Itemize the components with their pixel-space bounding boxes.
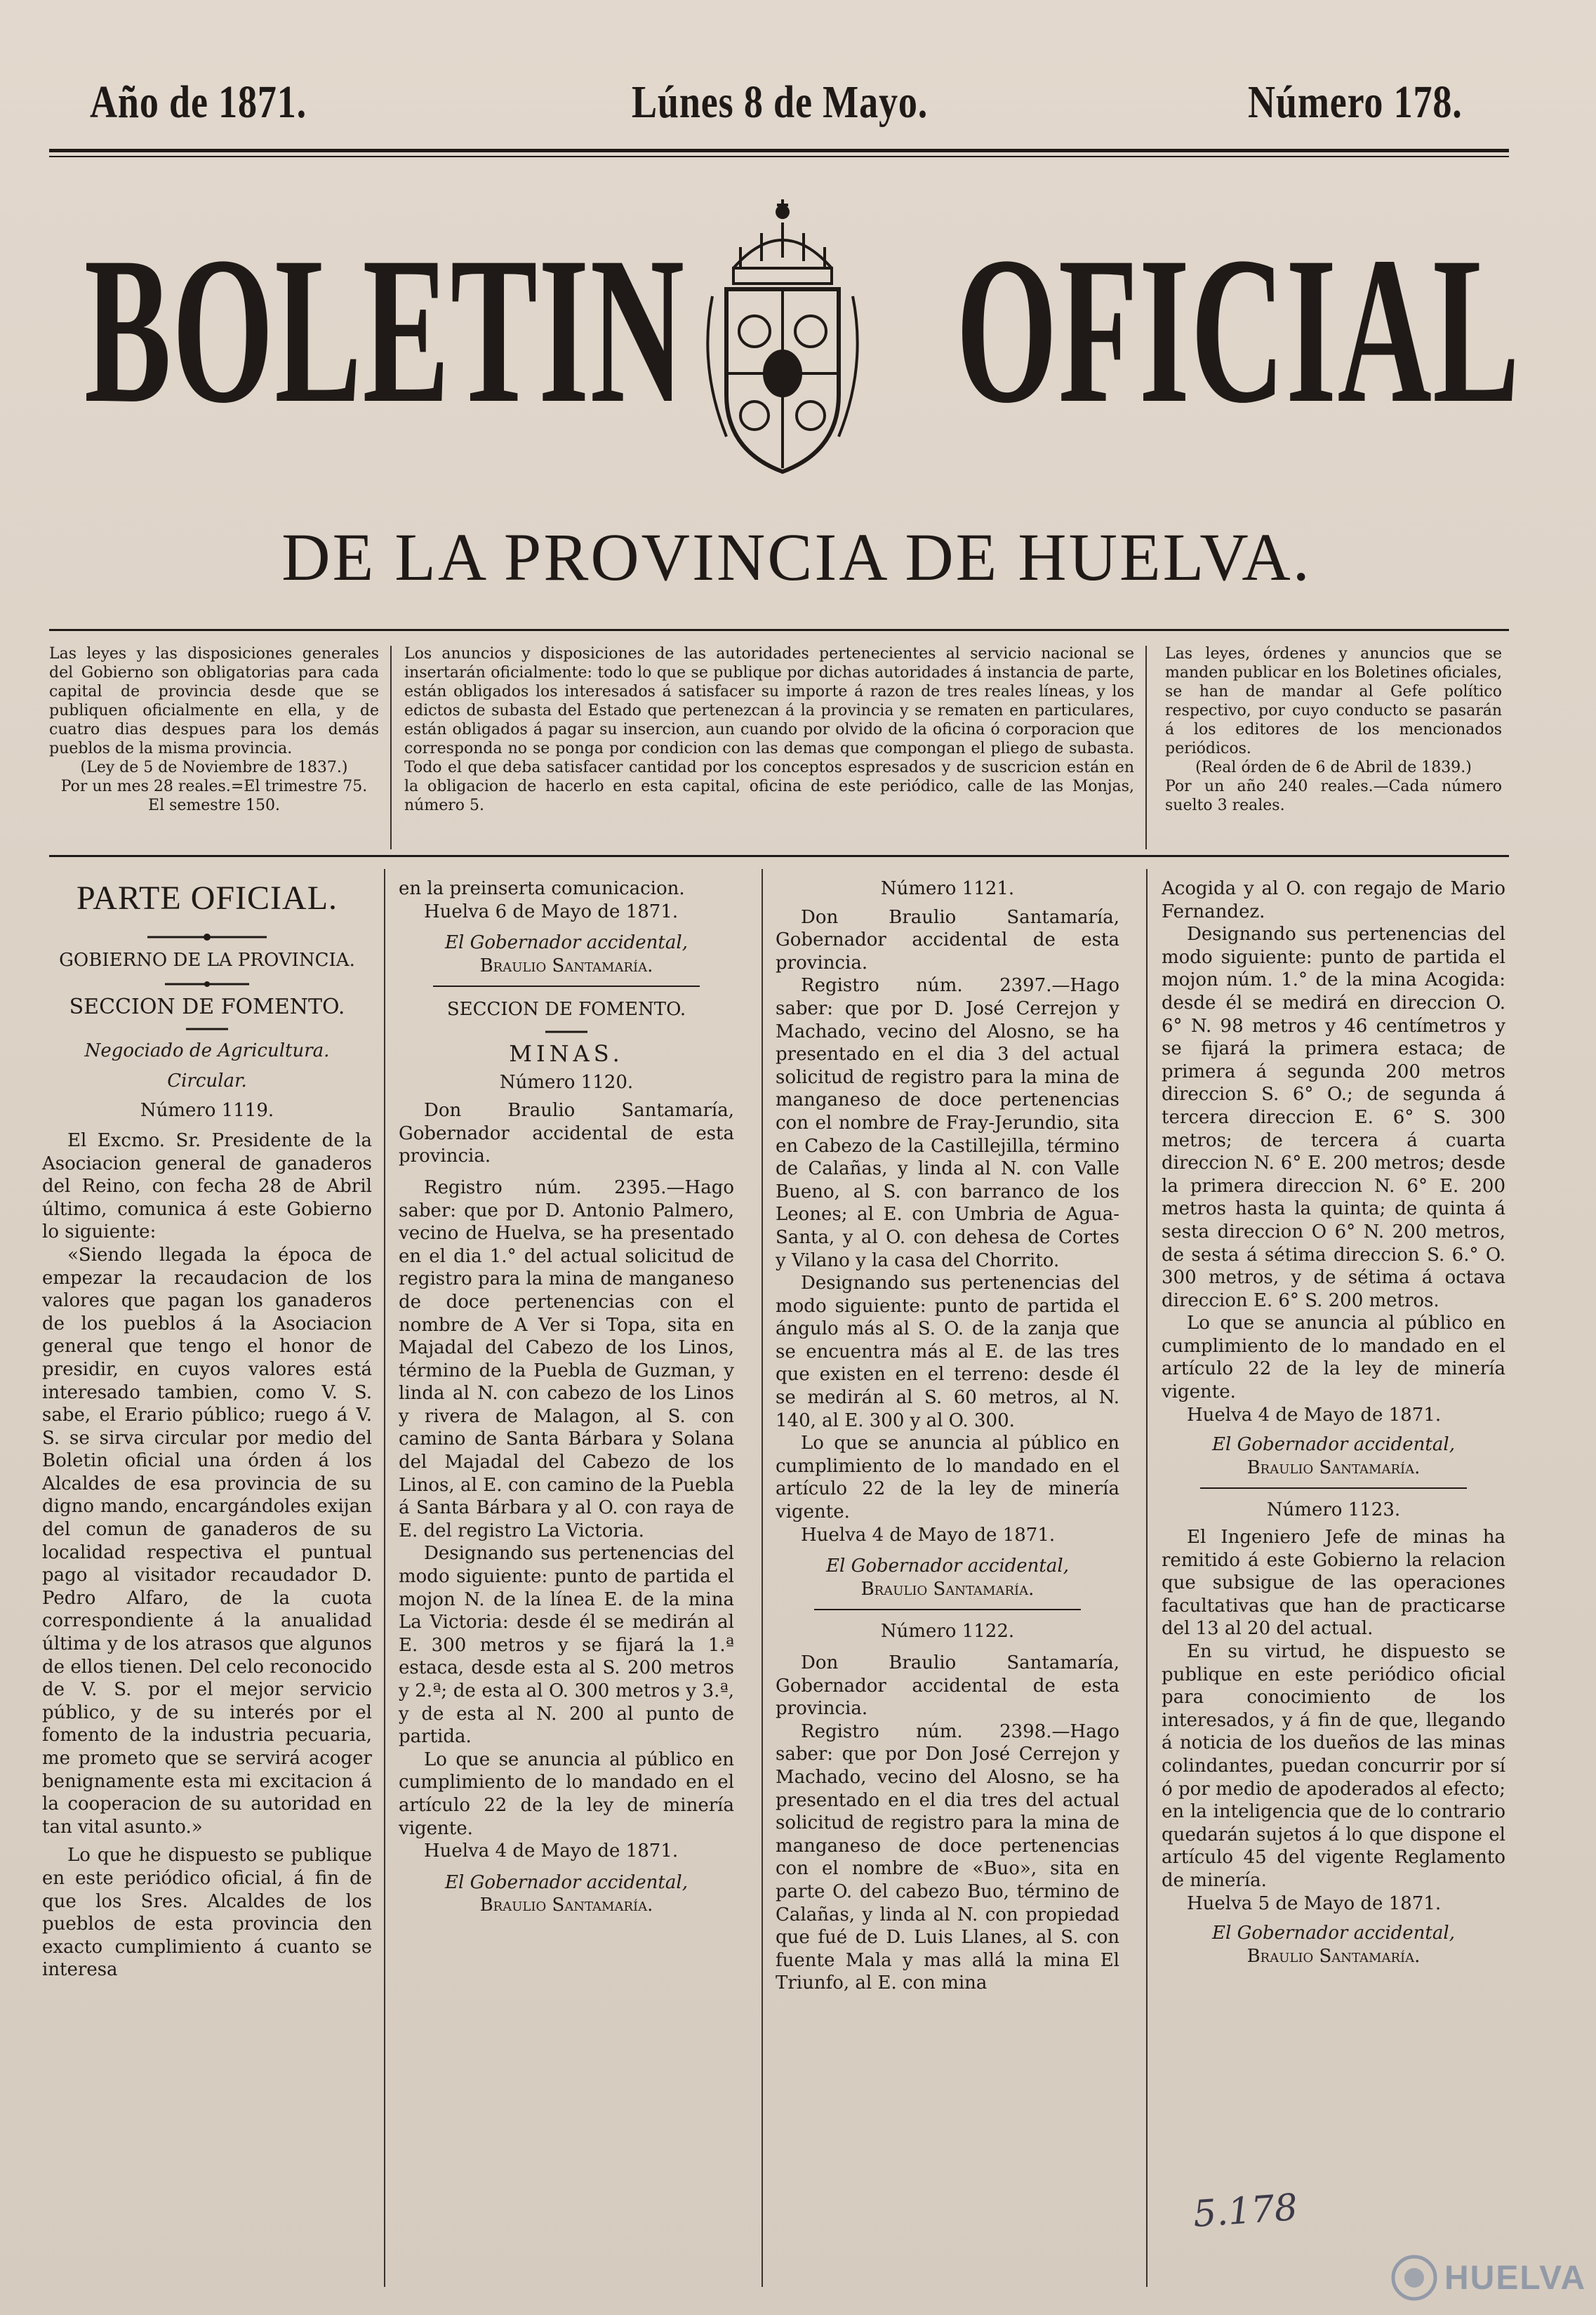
archive-stamp: HUELVA: [1444, 2260, 1587, 2297]
signature-name: Braulio Santamaría.: [1246, 1457, 1421, 1478]
header-rule: [49, 149, 1509, 152]
notice-left-text: Las leyes y las disposiciones generales del Gobierno son obligatorias para cada capital de provincia desde que se publiquen oficialmente en ella, y de cuatro dias despues para los demás pueblos de la misma provincia.: [49, 645, 379, 757]
date-line: Huelva 4 de Mayo de 1871.: [1187, 1404, 1442, 1426]
notice-left-price: Por un mes 28 reales.=El trimestre 75.: [60, 778, 368, 795]
notice-right-text: Las leyes, órdenes y anuncios que se manden publicar en los Boletines oficiales, se han de mandar al Gefe político respectivo, por cuyo conducto se pasarán á los editores de los mencionados periódicos.: [1165, 645, 1502, 757]
column-divider: [384, 869, 385, 2287]
date-line: Huelva 4 de Mayo de 1871.: [801, 1524, 1056, 1546]
negociado-heading: Negociado de Agricultura.: [84, 1040, 330, 1062]
notice-divider: [390, 646, 392, 849]
column-2: [399, 877, 734, 1917]
signature-name: Braulio Santamaría.: [860, 1578, 1035, 1600]
notice-right: [1165, 644, 1502, 815]
numero-heading: Número 1123.: [1266, 1499, 1401, 1521]
date-line: Huelva 6 de Mayo de 1871.: [424, 901, 679, 922]
paragraph: El Excmo. Sr. Presidente de la Asociacion general de ganaderos del Reino, con fecha 28 de Abril último, comunica á este Gobierno lo siguiente:: [42, 1129, 372, 1243]
signature-title: El Gobernador accidental,: [1212, 1923, 1455, 1944]
signature-name: Braulio Santamaría.: [479, 955, 653, 976]
ornament-divider: [147, 932, 267, 942]
signature-title: El Gobernador accidental,: [1212, 1434, 1455, 1456]
paragraph: Lo que se anuncia al público en cumplimiento de lo mandado en el artículo 22 de la ley de minería vigente.: [399, 1749, 734, 1839]
numero-heading: Número 1120.: [499, 1071, 634, 1093]
paragraph: Designando sus pertenencias del modo siguiente: punto de partida el ángulo más al S. O. de la zanja que se encuentra más al E. de las tres que existen en el terreno: desde él se medirán al S. 60 metros, al N. 140, al E. 300 y al O. 300.: [776, 1273, 1119, 1431]
ornament-divider: [545, 1028, 587, 1035]
issue-number: Número 178.: [1248, 77, 1463, 128]
paragraph: Designando sus pertenencias del modo siguiente: punto de partida el mojon N. de la línea E. de la mina La Victoria: desde él se medirán al E. 300 metros y se fijará la 1.ª estaca, desde esta al S. 200 metros y 2.ª; de esta al O. 300 metros y 3.ª, y de esta al N. 200 al punto de partida.: [399, 1543, 734, 1748]
paragraph: «Siendo llegada la época de empezar la recaudacion de los valores que pagan los ganaderos de los pueblos á la Asociacion general que tengo el honor de presidir, en cuyos valores está interesado tambien, como V. S. sabe, el Erario público; ruego á V. S. se sirva circular por medio del Boletin oficial una órden á los Alcaldes de esa provincia de su digno mando, encargándoles exijan del comun de ganaderos de su localidad respectiva el puntual pago al visitador recaudador D. Pedro Alfaro, de la cuota correspondiente á la anualidad última y de los atrasos que algunos de ellos tienen. Del celo reconocido de V. S. por el mejor servicio público, y de su interés por el fomento de la industria pecuaria, me prometo que se servirá acoger benignamente esta mi excitacion á la cooperacion de su autoridad en tan vital asunto.»: [42, 1244, 372, 1838]
divider: [433, 984, 700, 988]
numero-heading: Número 1122.: [880, 1621, 1015, 1643]
year-label: Año de 1871.: [90, 77, 307, 128]
date-line: Huelva 4 de Mayo de 1871.: [424, 1840, 679, 1862]
seccion-heading: SECCION DE FOMENTO.: [69, 994, 345, 1019]
masthead-title-left: BOLETIN: [84, 213, 686, 446]
circular-heading: Circular.: [167, 1070, 247, 1092]
notice-left-law: (Ley de 5 de Noviembre de 1837.): [80, 759, 348, 776]
date-label: Lúnes 8 de Mayo.: [632, 77, 929, 128]
notice-center: [404, 644, 1134, 815]
notice-left: [49, 644, 379, 815]
paragraph: Lo que se anuncia al público en cumplimiento de lo mandado en el artículo 22 de la ley de minería vigente.: [1162, 1313, 1505, 1403]
column-divider: [1146, 869, 1148, 2287]
notice-left-price-semester: El semestre 150.: [148, 797, 280, 814]
masthead-subtitle: DE LA PROVINCIA DE HUELVA.: [281, 519, 1312, 595]
notice-divider: [1145, 646, 1147, 849]
signature-title: El Gobernador accidental,: [445, 1871, 688, 1893]
notice-right-law: (Real órden de 6 de Abril de 1839.): [1195, 759, 1472, 776]
paragraph: Registro núm. 2398.—Hago saber: que por Don José Cerrejon y Machado, vecino del Alosno, se ha presentado en el dia tres del actual solicitud de registro para la mina de manganeso de doce pertenencias con el nombre de «Buo», sita en parte O. del cabezo Buo, término de Calañas, y linda al N. con propiedad que fué de D. Luis Llanes, al S. con fuente Mala y mas allá la mina El Triunfo, al E. con mina: [776, 1720, 1119, 1994]
signature-title: El Gobernador accidental,: [445, 932, 688, 954]
paragraph: Lo que se anuncia al público en cumplimiento de lo mandado en el artículo 22 de la ley de minería vigente.: [776, 1433, 1119, 1523]
paragraph: Designando sus pertenencias del modo siguiente: punto de partida el mojon núm. 1.° de la mina Acogida: desde él se medirá en direccion O. 6° N. 98 metros y 46 centímetros y se fijará la primera estaca; de primera á segunda 200 metros direccion S. 6° O.; de segunda á tercera direccion E. 6° S. 300 metros; de tercera á cuarta direccion N. 6° E. 200 metros; desde la primera direccion N. 6° E. 200 metros hasta la quinta; de quinta á sesta direccion O 6° N. 200 metros, de sesta á sétima direccion S. 6.° O. 300 metros, y de sétima á octava direccion E. 6° S. 200 metros.: [1162, 924, 1505, 1311]
paragraph: En su virtud, he dispuesto se publique en este periódico oficial para conocimiento de los interesados, y á fin de que, llegando á noticia de los dueños de las minas colindantes, puedan concurrir por sí ó por medio de apoderados al efecto; en la inteligencia que de lo contrario quedarán sujetos á lo que dispone el artículo 45 del vigente Reglamento de minería.: [1162, 1641, 1505, 1891]
columns-top-rule: [49, 855, 1509, 857]
divider: [814, 1607, 1081, 1612]
numero-heading: Número 1121.: [880, 878, 1015, 899]
paragraph: El Ingeniero Jefe de minas ha remitido á este Gobierno la relacion que subsigue de las operaciones facultativas que han de practicarse del 13 al 20 del actual.: [1162, 1527, 1505, 1640]
divider: [1200, 1486, 1467, 1490]
date-line: Huelva 5 de Mayo de 1871.: [1187, 1892, 1442, 1914]
paragraph: Acogida y al O. con regajo de Mario Fernandez.: [1162, 878, 1505, 922]
column-4: [1162, 877, 1505, 1968]
signature-title: El Gobernador accidental,: [826, 1556, 1069, 1577]
paragraph: en la preinserta comunicacion.: [399, 878, 685, 899]
paragraph: Registro núm. 2397.—Hago saber: que por D. José Cerrejon y Machado, vecino del Alosno, se ha presentado en el dia 3 del actual solicitud de registro para la mina de manganeso de doce pertenencias con el nombre de Fray-Jerundio, sita en Cabezo de la Castillejilla, término de Calañas, y linda al N. con Valle Bueno, al S. con barranco de los Leones; al E. con Umbria de Agua-Santa, y al O. con dehesa de Cortes y Vilano y la casa del Chorrito.: [776, 975, 1119, 1271]
numero-heading: Número 1119.: [140, 1100, 274, 1122]
column-3: [776, 877, 1119, 1995]
column-divider: [762, 869, 763, 2287]
signature-name: Braulio Santamaría.: [479, 1895, 653, 1916]
gobierno-heading: GOBIERNO DE LA PROVINCIA.: [59, 950, 355, 971]
ornament-divider: [165, 979, 249, 989]
header-rule-thin: [49, 156, 1509, 157]
archive-stamp-icon: [1390, 2253, 1439, 2302]
paragraph: Don Braulio Santamaría, Gobernador accidental de esta provincia.: [399, 1100, 734, 1167]
paragraph: Don Braulio Santamaría, Gobernador accidental de esta provincia.: [776, 906, 1119, 974]
handwritten-note: 5.178: [1192, 2186, 1299, 2236]
paragraph: Lo que he dispuesto se publique en este periódico oficial, á fin de que los Sres. Alcaldes de los pueblos de esta provincia den exacto cumplimiento á cuanto se interesa: [42, 1845, 372, 1981]
seccion-heading: SECCION DE FOMENTO.: [446, 999, 686, 1021]
notice-center-text: Los anuncios y disposiciones de las autoridades pertenecientes al servicio nacional se insertarán oficialmente: todo lo que se publique por dichas autoridades á instancia de parte, están obligados los interesados á satisfacer su importe á razon de tres reales líneas, y los edictos de subasta del Estado que pertenezcan á la provincia y se rematen en particulares, están obligados á pagar su insercion, aun cuando por olvido de la oficina ó corporacion que corresponda no se ponga por condicion con las demas que compongan el pliego de subasta. Todo el que deba satisfacer cantidad por los conceptos espresados y de suscricion están en la obligacion de hacerlo en esta capital, oficina de este periódico, calle de las Monjas, número 5.: [404, 645, 1134, 814]
notice-top-rule: [49, 629, 1509, 631]
coat-of-arms-icon: [684, 184, 881, 507]
minas-heading: MINAS.: [509, 1040, 624, 1067]
section-heading: PARTE OFICIAL.: [76, 880, 338, 917]
column-1: [42, 877, 372, 1982]
ornament-divider: [186, 1026, 228, 1033]
paragraph: Registro núm. 2395.—Hago saber: que por D. Antonio Palmero, vecino de Huelva, se ha presentado en el dia 1.° del actual solicitud de registro para la mina de manganeso de doce pertenencias con el nombre de A Ver si Topa, sita en Majadal del Cabezo de los Linos, término de la Puebla de Guzman, y linda al N. con cabezo de los Linos y rivera de Malagon, al S. con camino de Santa Bárbara y Solana del Majadal del Cabezo de los Linos, al E. con camino de la Puebla á Santa Bárbara y al O. con raya de E. del registro La Victoria.: [399, 1176, 734, 1541]
masthead-title-right: OFICIAL: [956, 213, 1521, 446]
paragraph: Don Braulio Santamaría, Gobernador accidental de esta provincia.: [776, 1652, 1119, 1720]
signature-name: Braulio Santamaría.: [1246, 1945, 1421, 1967]
notice-right-price: Por un año 240 reales.—Cada número suelto 3 reales.: [1165, 778, 1502, 814]
